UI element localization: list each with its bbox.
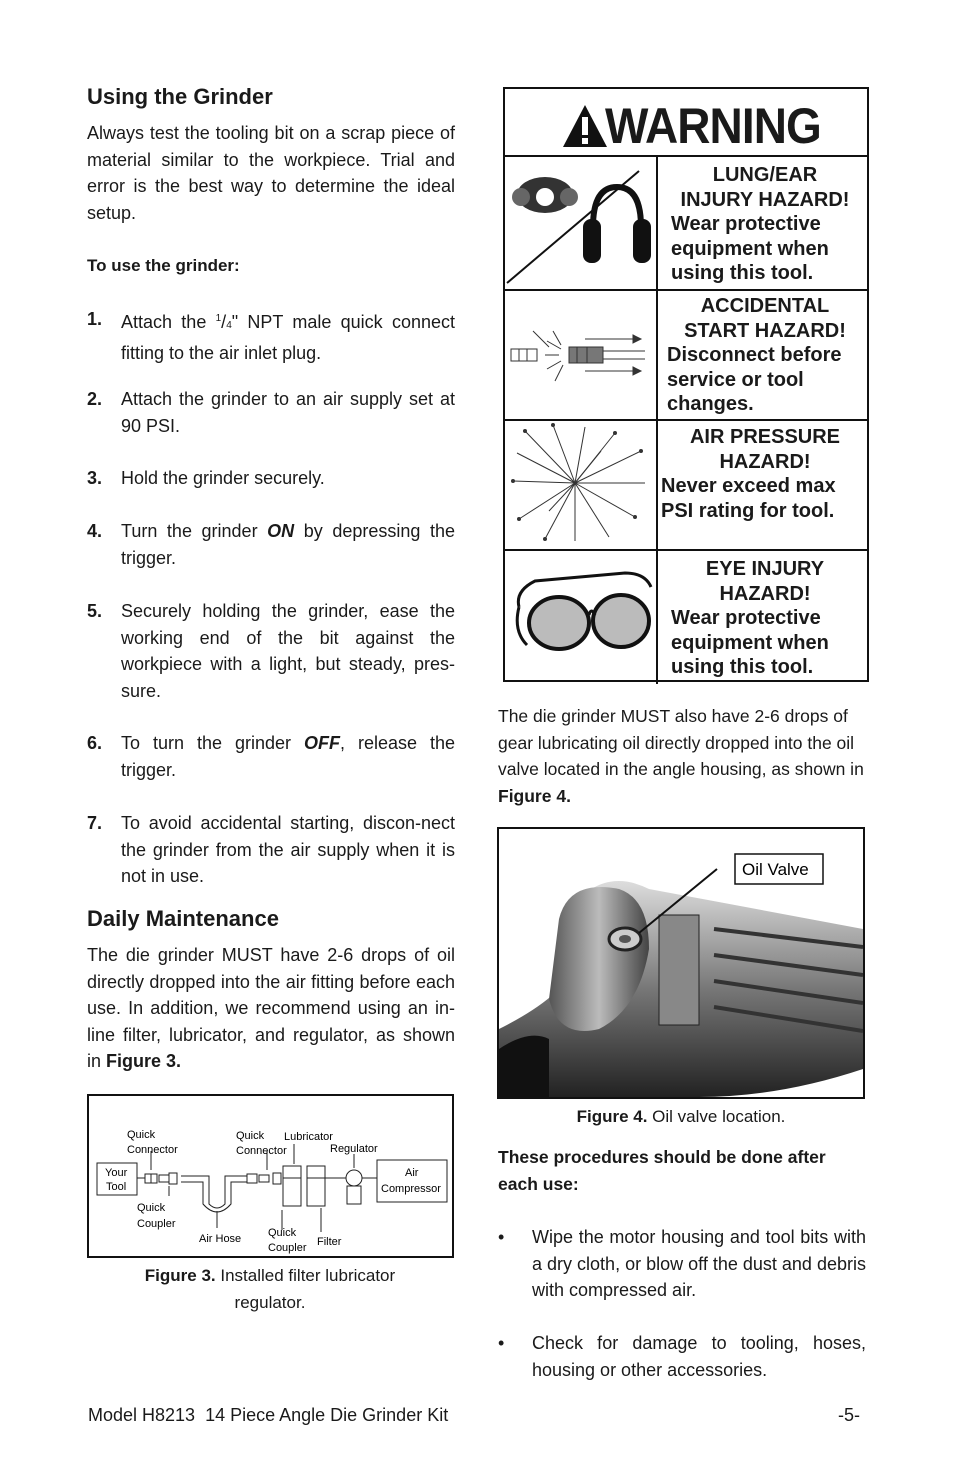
step-5	[87, 598, 455, 704]
step-4	[87, 518, 455, 571]
label-air-hose: Air Hose	[199, 1233, 242, 1245]
filter-lubricator-regulator-diagram	[89, 1096, 452, 1256]
burst-debris-icon	[505, 421, 658, 549]
label-quick-coupler-2b: Coupler	[268, 1242, 307, 1254]
warning-row-eye-injury	[505, 549, 869, 684]
step-text: Securely holding the grinder, ease the working end of the bit against the workpiece with a light, but steady, pres-sure.	[121, 601, 455, 701]
label-air-compressor-a: Air	[405, 1167, 419, 1179]
step-number: 1.	[87, 309, 103, 329]
step-1	[87, 306, 455, 366]
warning-row-lung-ear	[505, 155, 869, 289]
after-use-heading: These procedures should be done after each use:	[498, 1147, 826, 1194]
step-number: 4.	[87, 521, 103, 541]
label-quick-connector-2a: Quick	[236, 1130, 265, 1142]
label-your-tool-b: Tool	[106, 1181, 127, 1193]
warning-box	[503, 87, 869, 682]
label-quick-connector-1a: Quick	[127, 1129, 156, 1141]
warning-triangle-icon	[561, 103, 609, 149]
warning-text-air-pressure: AIR PRESSURE HAZARD! Never exceed max PSI rating for tool.	[661, 426, 841, 522]
angle-grinder-photo	[499, 829, 863, 1097]
oil-valve-callout: Oil Valve	[742, 860, 809, 879]
figure-3-caption: Figure 3. Installed filter lubricator regulator.	[144, 1266, 396, 1312]
respirator-earmuffs-icon	[505, 157, 658, 289]
intro-paragraph: Always test the tooling bit on a scrap piece of material similar to the workpiece. Trial and error is the best way to determine the ideal setup.	[87, 123, 455, 223]
step-text: To turn the grinder OFF, release the trigger.	[121, 733, 455, 780]
bullet-item-1	[498, 1224, 866, 1304]
label-air-compressor-b: Compressor	[381, 1183, 441, 1195]
figure-4-caption: Figure 4. Oil valve location.	[576, 1107, 786, 1126]
label-regulator: Regulator	[330, 1143, 378, 1155]
step-number: 5.	[87, 601, 103, 621]
step-number: 2.	[87, 389, 103, 409]
step-text: Hold the grinder securely.	[121, 468, 325, 488]
footer-model: Model H8213 14 Piece Angle Die Grinder Kit	[88, 1405, 449, 1425]
step-6	[87, 730, 455, 783]
warning-text-accidental-start: ACCIDENTAL START HAZARD! Disconnect before service or tool changes.	[667, 295, 846, 415]
label-lubricator: Lubricator	[284, 1131, 333, 1143]
warning-text-lung-ear: LUNG/EAR INJURY HAZARD! Wear protective equipment when using this tool.	[671, 164, 850, 284]
step-3	[87, 465, 455, 492]
step-number: 6.	[87, 733, 103, 753]
oil-paragraph: The die grinder MUST also have 2-6 drops of gear lubricating oil directly dropped into the oil valve located in the angle housing, as shown in Figure 4.	[498, 706, 864, 806]
label-quick-connector-2b: Connector	[236, 1145, 287, 1157]
warning-text-eye-injury: EYE INJURY HAZARD! Wear protective equipment when using this tool.	[671, 558, 829, 678]
section-heading-daily-maintenance: Daily Maintenance	[87, 906, 279, 931]
step-number: 3.	[87, 468, 103, 488]
figure-4-frame	[497, 827, 865, 1099]
maintenance-paragraph: The die grinder MUST have 2-6 drops of oil directly dropped into the air fitting before each use. In addition, we recommend using an in-line filter, lubricator, and regulator, as shown in Figure 3.	[87, 945, 455, 1071]
bullet-text: Check for damage to tooling, hoses, housing or other accessories.	[532, 1333, 866, 1380]
label-quick-coupler-1a: Quick	[137, 1202, 166, 1214]
bullet-text: Wipe the motor housing and tool bits with a dry cloth, or blow off the dust and debris with compressed air.	[532, 1227, 866, 1300]
label-quick-connector-1b: Connector	[127, 1144, 178, 1156]
step-number: 7.	[87, 813, 103, 833]
warning-row-air-pressure	[505, 419, 869, 549]
step-text: Turn the grinder ON by depressing the trigger.	[121, 521, 456, 568]
step-7	[87, 810, 455, 890]
safety-goggles-icon	[505, 551, 658, 684]
warning-row-accidental-start	[505, 289, 869, 419]
air-coupling-disconnect-icon	[505, 291, 658, 419]
label-quick-coupler-2a: Quick	[268, 1227, 297, 1239]
step-text: To avoid accidental starting, discon-nect the grinder from the air supply when it is not in use.	[121, 813, 455, 886]
section-heading-using-the-grinder: Using the Grinder	[87, 84, 273, 109]
bullet-item-2	[498, 1330, 866, 1383]
step-2	[87, 386, 455, 439]
warning-title: WARNING	[605, 98, 821, 154]
step-text: Attach the grinder to an air supply set at 90 PSI.	[121, 389, 455, 436]
bullet-dot: •	[498, 1333, 505, 1353]
bullet-dot: •	[498, 1227, 505, 1247]
label-filter: Filter	[317, 1236, 342, 1248]
label-quick-coupler-1b: Coupler	[137, 1218, 176, 1230]
step-text: Attach the $^1$/4" NPT male quick connect fitting to the air inlet plug.	[121, 312, 455, 363]
figure-3-frame	[87, 1094, 454, 1258]
label-your-tool-a: Your	[105, 1167, 128, 1179]
footer-page-number: -5-	[838, 1405, 860, 1425]
to-use-subheading: To use the grinder:	[87, 256, 240, 275]
